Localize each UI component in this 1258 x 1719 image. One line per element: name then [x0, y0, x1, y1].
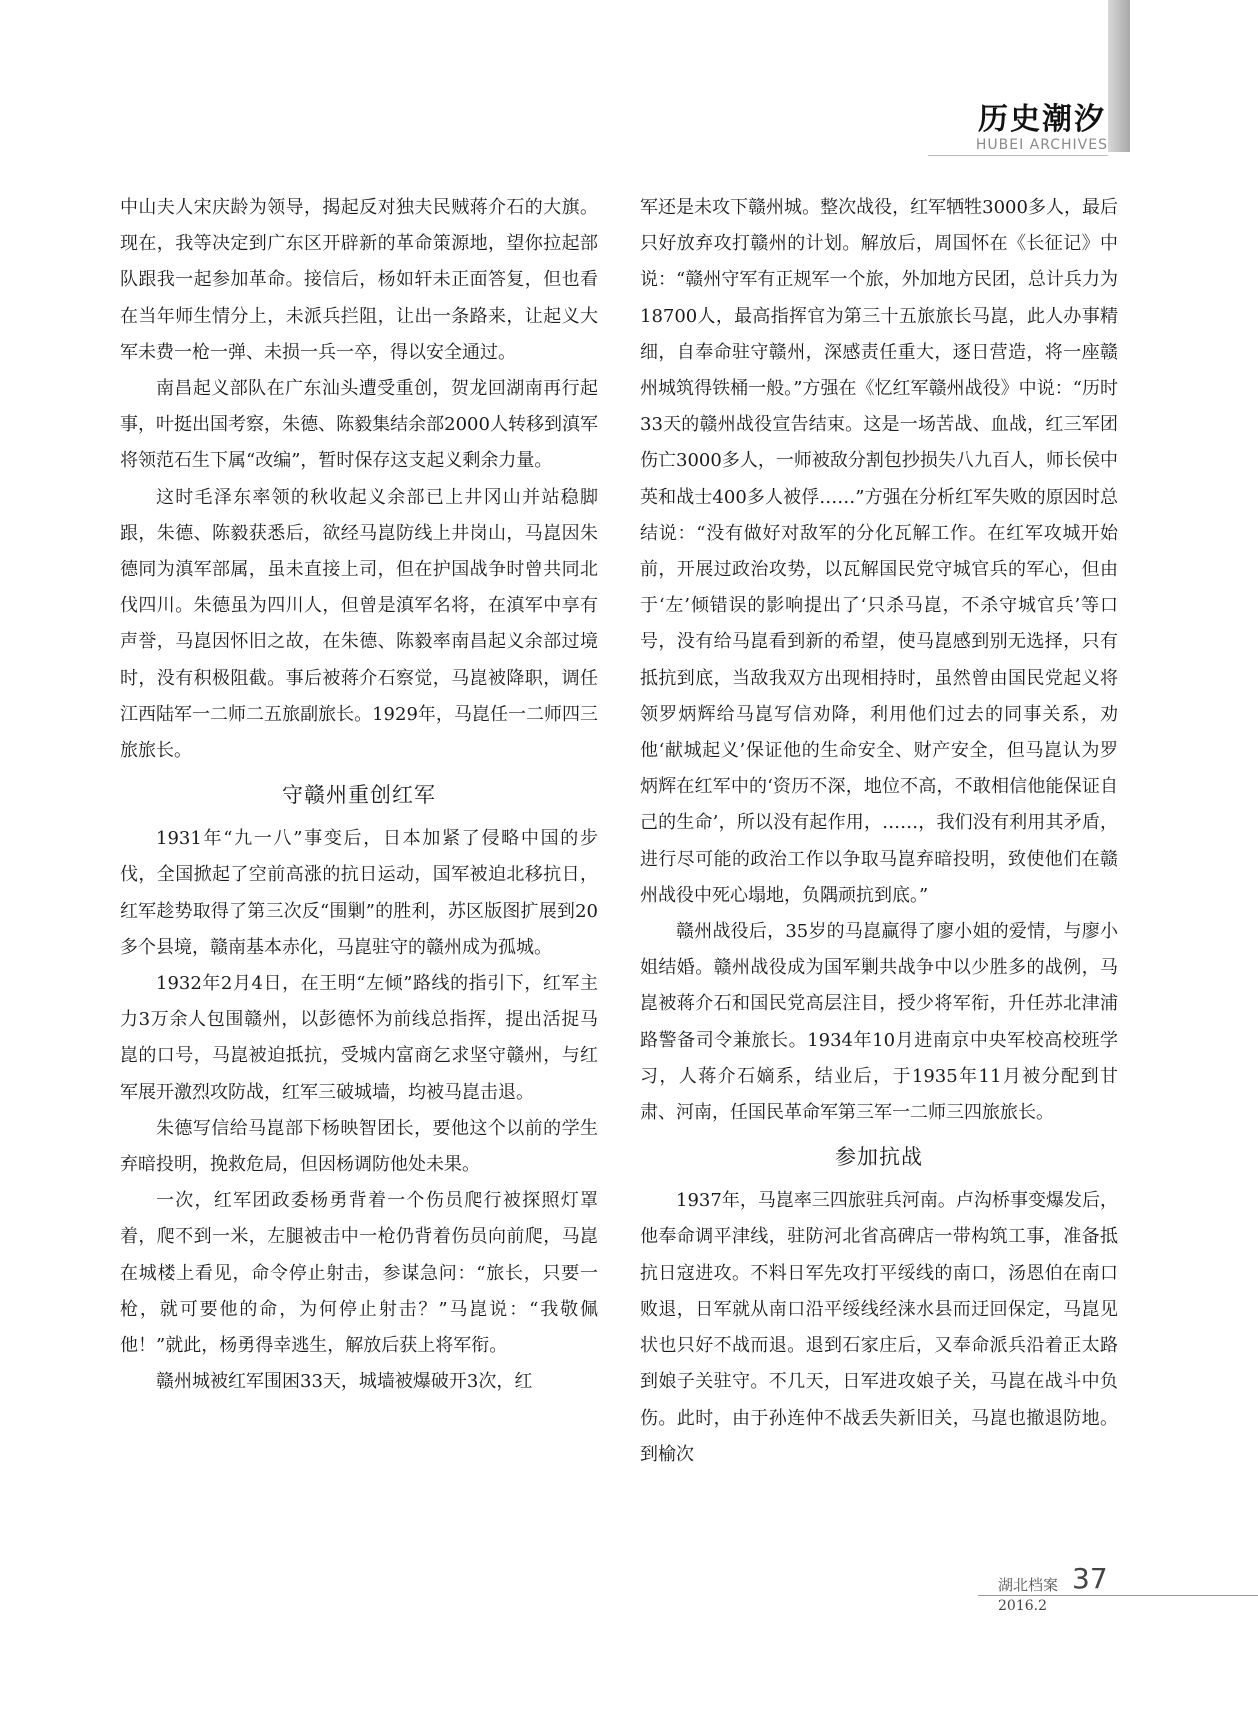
paragraph: 一次，红军团政委杨勇背着一个伤员爬行被探照灯罩着，爬不到一米，左腿被击中一枪仍背着伤员向前爬，马崑在城楼上看见，命令停止射击，参谋急问：“旅长，只要一枪，就可要他的命，为何停止射击？”马崑说：“我敬佩他！”就此，杨勇得幸逃生，解放后获上将军衔。	[120, 1190, 598, 1357]
left-column	[120, 190, 598, 1401]
paragraph: 1931年“九一八”事变后，日本加紧了侵略中国的步伐，全国掀起了空前高涨的抗日运动，国军被迫北移抗日，红军趁势取得了第三次反“围剿”的胜利，苏区版图扩展到20多个县境，赣南基本赤化，马崑驻守的赣州成为孤城。	[120, 828, 598, 958]
section-heading: 参加抗战	[835, 1145, 923, 1170]
paragraph: 南昌起义部队在广东汕头遭受重创，贺龙回湖南再行起事，叶挺出国考察，朱德、陈毅集结余部2000人转移到滇军将领范石生下属“改编”，暂时保存这支起义剩余力量。	[120, 378, 598, 472]
footer-rule	[978, 1595, 1258, 1596]
header-gray-bar	[1108, 0, 1130, 152]
paragraph: 赣州城被红军围困33天，城墙被爆破开3次，红	[156, 1371, 533, 1393]
journal-name: 湖北档案	[998, 1576, 1059, 1594]
header-rule	[928, 155, 1108, 156]
section-title: 历史潮汐	[978, 102, 1106, 137]
paragraph: 朱德写信给马崑部下杨映智团长，要他这个以前的学生弃暗投明，挽救危局，但因杨调防他处未果。	[120, 1117, 598, 1176]
section-subtitle: HUBEI ARCHIVES	[975, 137, 1108, 153]
paragraph: 中山夫人宋庆龄为领导，揭起反对独夫民贼蒋介石的大旗。现在，我等决定到广东区开辟新的革命策源地，望你拉起部队跟我一起参加革命。接信后，杨如轩未正面答复，但也看在当年师生情分上，未派兵拦阻，让出一条路来，让起义大军未费一枪一弹、未损一兵一卒，得以安全通过。	[120, 197, 598, 363]
page-number: 37	[1072, 1562, 1108, 1595]
paragraph: 赣州战役后，35岁的马崑赢得了廖小姐的爱情，与廖小姐结婚。赣州战役成为国军剿共战争中以少胜多的战例，马崑被蒋介石和国民党高层注目，授少将军衔，升任苏北津浦路警备司令兼旅长。1934年10月进南京中央军校高校班学习，人蒋介石嫡系，结业后，于1935年11月被分配到甘肃、河南，任国民革命军第三军一二师三四旅旅长。	[640, 921, 1118, 1124]
paragraph: 军还是未攻下赣州城。整次战役，红军牺牲3000多人，最后只好放弃攻打赣州的计划。解放后，周国怀在《长征记》中说：“赣州守军有正规军一个旅，外加地方民团，总计兵力为18700人，最高指挥官为第三十五旅旅长马崑，此人办事精细，自奉命驻守赣州，深感责任重大，逐日营造，将一座赣州城筑得铁桶一般。”方强在《忆红军赣州战役》中说：“历时33天的赣州战役宣告结束。这是一场苦战、血战，红三军团伤亡3000多人，一师被敌分割包抄损失八九百人，师长侯中英和战士400多人被俘……”方强在分析红军失败的原因时总结说：“没有做好对敌军的分化瓦解工作。在红军攻城开始前，开展过政治攻势，以瓦解国民党守城官兵的军心，但由于‘左’倾错误的影响提出了‘只杀马崑，不杀守城官兵’等口号，没有给马崑看到新的希望，使马崑感到别无选择，只有抵抗到底，当敌我双方出现相持时，虽然曾由国民党起义将领罗炳辉给马崑写信劝降，利用他们过去的同事关系，劝他‘献城起义’保证他的生命安全、财产安全，但马崑认为罗炳辉在红军中的‘资历不深，地位不高，不敢相信他能保证自己的生命’，所以没有起作用，……，我们没有利用其矛盾，进行尽可能的政治工作以争取马崑弃暗投明，致使他们在赣州战役中死心塌地，负隅顽抗到底。”	[640, 197, 1118, 906]
paragraph: 1932年2月4日，在王明“左倾”路线的指引下，红军主力3万余人包围赣州，以彭德怀为前线总指挥，提出活捉马崑的口号，马崑被迫抵抗，受城内富商乞求坚守赣州，与红军展开激烈攻防战，红军三破城墙，均被马崑击退。	[120, 973, 598, 1103]
paragraph: 这时毛泽东率领的秋收起义余部已上井冈山并站稳脚跟，朱德、陈毅获悉后，欲经马崑防线上井岗山，马崑因朱德同为滇军部属，虽未直接上司，但在护国战争时曾共同北伐四川。朱德虽为四川人，但曾是滇军名将，在滇军中享有声誉，马崑因怀旧之故，在朱德、陈毅率南昌起义余部过境时，没有积极阻截。事后被蒋介石察觉，马崑被降职，调任江西陆军一二师二五旅副旅长。1929年，马崑任一二师四三旅旅长。	[120, 486, 598, 762]
issue-date: 2016.2	[998, 1598, 1047, 1614]
paragraph: 1937年，马崑率三四旅驻兵河南。卢沟桥事变爆发后，他奉命调平津线，驻防河北省高碑店一带构筑工事，准备抵抗日寇进攻。不料日军先攻打平绥线的南口，汤恩伯在南口败退，日军就从南口沿平绥线经涞水县而迂回保定，马崑见状也只好不战而退。退到石家庄后，又奉命派兵沿着正太路到娘子关驻守。不几天，日军进攻娘子关，马崑在战斗中负伤。此时，由于孙连仲不战丢失新旧关，马崑也撤退防地。到榆次	[640, 1190, 1118, 1465]
right-column	[640, 190, 1118, 1473]
section-heading: 守赣州重创红军	[282, 783, 436, 808]
